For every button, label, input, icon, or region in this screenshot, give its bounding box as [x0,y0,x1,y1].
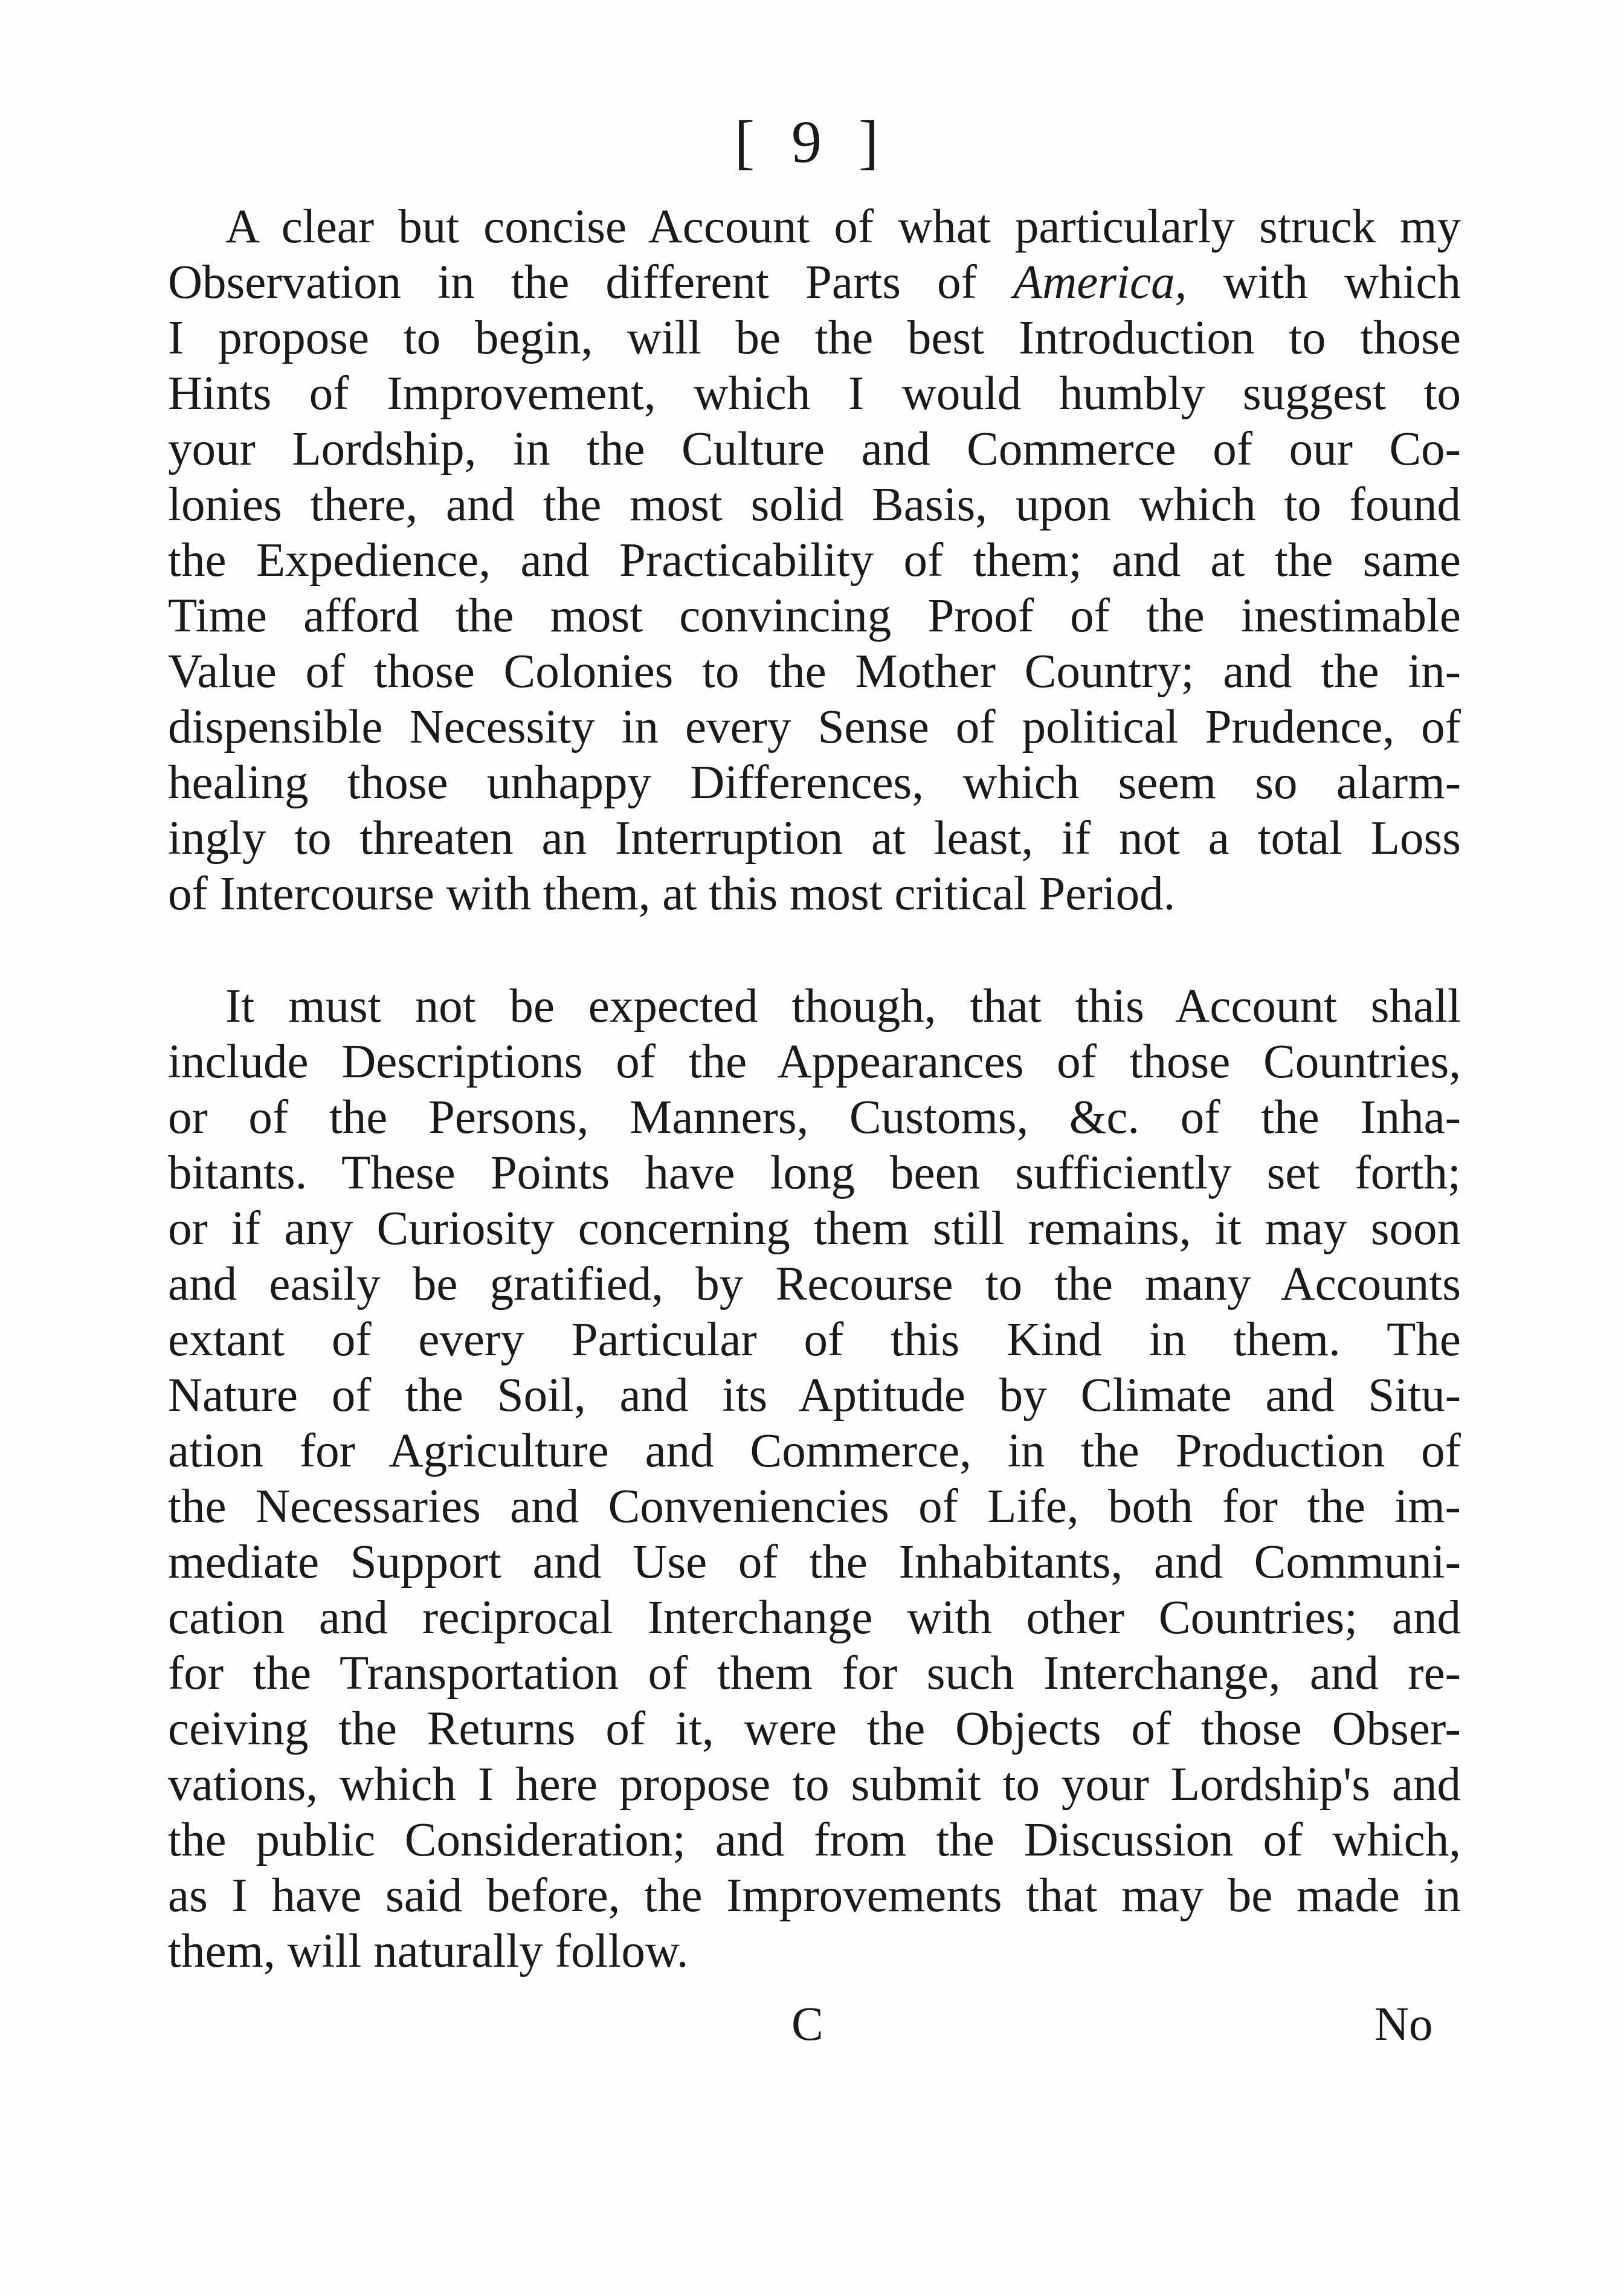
text-line: and easily be gratified, by Recourse to the many Accounts [168,1258,1461,1311]
text-line: or of the Persons, Manners, Customs, &c. of the Inha- [168,1091,1461,1144]
text-line: ation for Agriculture and Commerce, in the Production of [168,1425,1461,1477]
text-line: lonies there, and the most solid Basis, upon which to found [168,479,1461,531]
text-line: I propose to begin, will be the best Introduction to those [168,312,1461,364]
paragraph-1 [168,199,1461,922]
text-line: cation and reciprocal Interchange with other Countries; and [168,1591,1461,1644]
text-line: mediate Support and Use of the Inhabitants, and Communi- [168,1536,1461,1588]
italic-place-name: America, [1013,256,1187,309]
text-segment: with which [1223,256,1461,309]
text-line: dispensible Necessity in every Sense of political Prudence, of [168,701,1461,753]
text-line: of Intercourse with them, at this most critical Period. [168,868,1176,920]
text-line: ingly to threaten an Interruption at least, if not a total Loss [168,812,1461,865]
text-line: Value of those Colonies to the Mother Country; and the in- [168,645,1461,698]
text-line: them, will naturally follow. [168,1925,689,1978]
text-line: the public Consideration; and from the Discussion of which, [168,1814,1461,1866]
signature-mark: C [791,1998,823,2051]
text-line: ceiving the Returns of it, were the Objects of those Obser- [168,1703,1461,1755]
text-line: Time afford the most convincing Proof of the inestimable [168,590,1461,642]
paragraph-2 [168,979,1461,1979]
page-number-header: [ 9 ] [734,108,890,175]
text-line: as I have said before, the Improvements that may be made in [168,1869,1461,1922]
text-line: Nature of the Soil, and its Aptitude by Climate and Situ- [168,1369,1461,1422]
text-line: extant of every Particular of this Kind in them. The [168,1314,1461,1366]
catchword: No [1374,1998,1433,2051]
text-line: bitants. These Points have long been sufficiently set forth; [168,1147,1461,1199]
text-line: A clear but concise Account of what particularly struck my [225,201,1461,253]
text-line: the Expedience, and Practicability of them; and at the same [168,534,1461,587]
text-line: healing those unhappy Differences, which seem so alarm- [168,756,1461,809]
text-segment: Observation in the different Parts of [168,256,977,309]
text-line: It must not be expected though, that this Account shall [225,980,1461,1033]
text-line: vations, which I here propose to submit to your Lordship's and [168,1758,1461,1811]
text-line: your Lordship, in the Culture and Commerce of our Co- [168,423,1461,476]
text-line [168,255,1461,311]
text-line: for the Transportation of them for such Interchange, and re- [168,1647,1461,1700]
text-line: the Necessaries and Conveniencies of Life, both for the im- [168,1480,1461,1533]
text-line: or if any Curiosity concerning them still remains, it may soon [168,1202,1461,1255]
text-line: Hints of Improvement, which I would humbly suggest to [168,367,1461,420]
text-line: include Descriptions of the Appearances of those Countries, [168,1036,1461,1088]
